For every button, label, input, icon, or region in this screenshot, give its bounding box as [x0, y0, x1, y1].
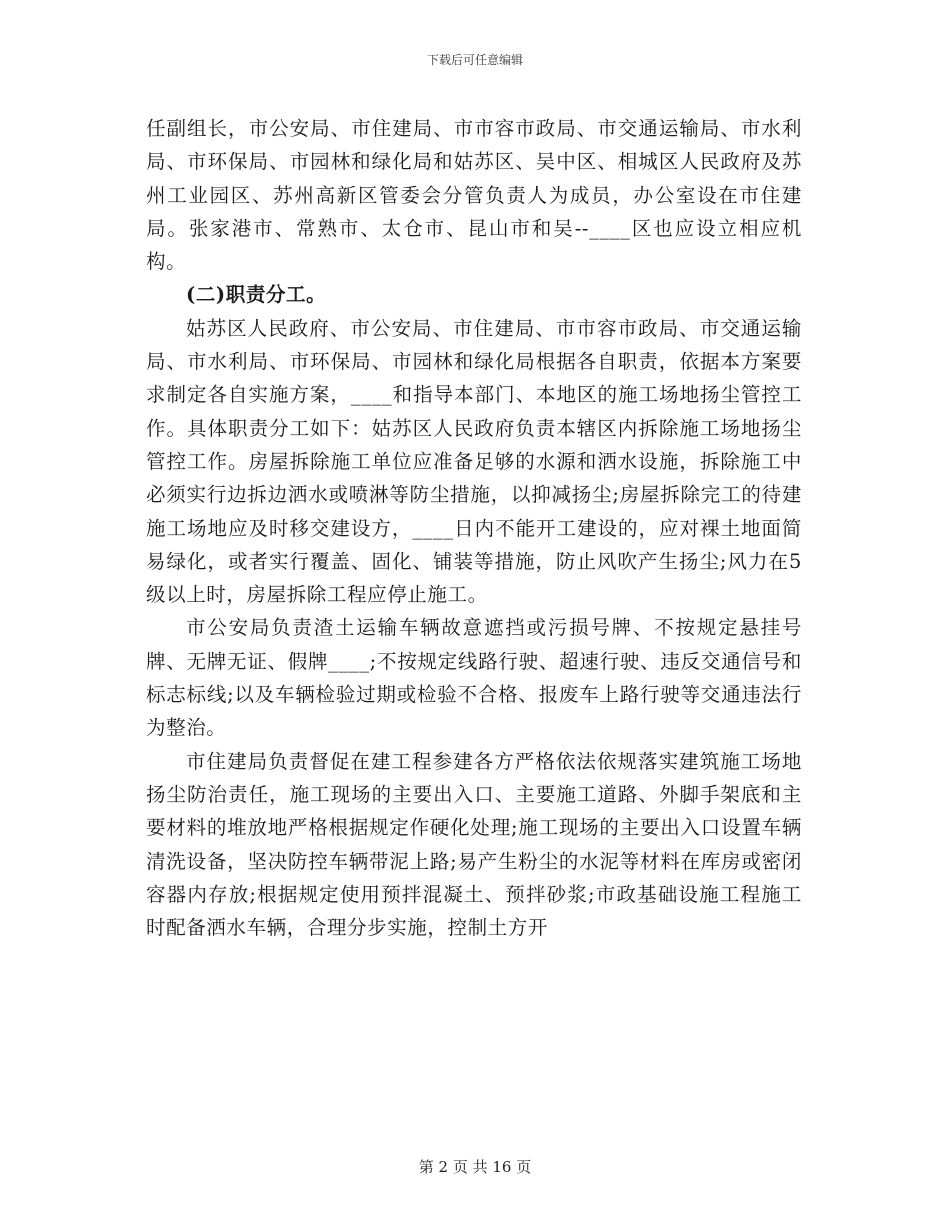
document-body: [146, 112, 802, 944]
page-header: 下载后可任意编辑: [426, 53, 523, 67]
paragraph-continuation: 任副组长，市公安局、市住建局、市市容市政局、市交通运输局、市水利局、市环保局、市园林和绿化局和姑苏区、吴中区、相城区人民政府及苏州工业园区、苏州高新区管委会分管负责人为成员，办公室设在市住建局。张家港市、常熟市、太仓市、昆山市和吴--____区也应设立相应机构。: [146, 117, 802, 274]
page-footer: 第 2 页 共 16 页: [418, 1158, 532, 1176]
paragraph-public-security: 市公安局负责渣土运输车辆故意遮挡或污损号牌、不按规定悬挂号牌、无牌无证、假牌____;不按规定线路行驶、超速行驶、违反交通信号和标志标线;以及车辆检验过期或检验不合格、报废车上路行驶等交通违法行为整治。: [146, 616, 802, 740]
section-heading: (二)职责分工。: [186, 283, 327, 307]
paragraph-duties-overview: 姑苏区人民政府、市公安局、市住建局、市市容市政局、市交通运输局、市水利局、市环保局、市园林和绿化局根据各自职责，依据本方案要求制定各自实施方案，____和指导本部门、本地区的施工场地扬尘管控工作。具体职责分工如下：姑苏区人民政府负责本辖区内拆除施工场地扬尘管控工作。房屋拆除施工单位应准备足够的水源和洒水设施，拆除施工中必须实行边拆边洒水或喷淋等防尘措施，以抑减扬尘;房屋拆除完工的待建施工场地应及时移交建设方，____日内不能开工建设的，应对裸土地面简易绿化，或者实行覆盖、固化、铺装等措施，防止风吹产生扬尘;风力在5级以上时，房屋拆除工程应停止施工。: [146, 316, 802, 607]
paragraph-housing-construction: 市住建局负责督促在建工程参建各方严格依法依规落实建筑施工场地扬尘防治责任，施工现场的主要出入口、主要施工道路、外脚手架底和主要材料的堆放地严格根据规定作硬化处理;施工现场的主要出入口设置车辆清洗设备，坚决防控车辆带泥上路;易产生粉尘的水泥等材料在库房或密闭容器内存放;根据规定使用预拌混凝土、预拌砂浆;市政基础设施工程施工时配备洒水车辆，合理分步实施，控制土方开: [146, 749, 802, 940]
